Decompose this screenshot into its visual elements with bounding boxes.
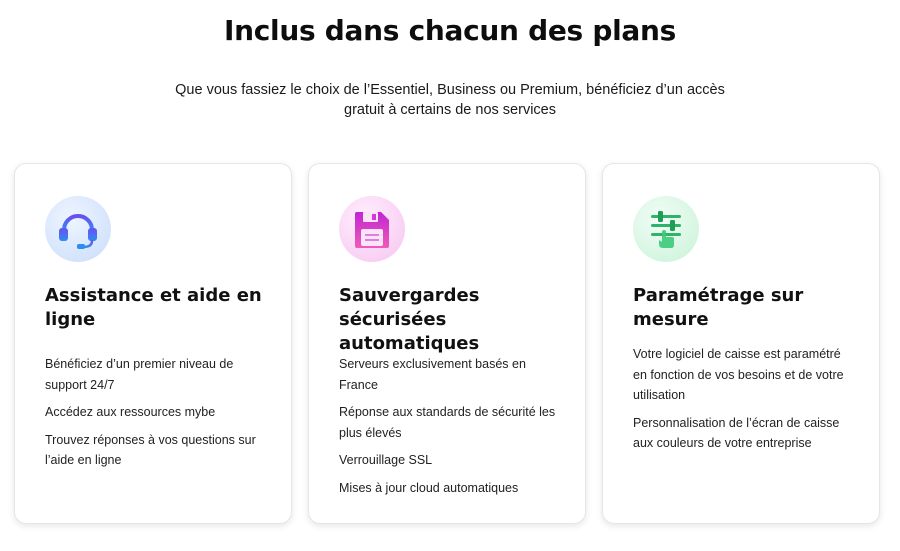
list-item: Bénéficiez d’un premier niveau de support 24/7	[45, 357, 234, 392]
list-item: Personnalisation de l’écran de caisse aux couleurs de votre entreprise	[633, 415, 840, 450]
feature-card-title: Sauvergardes sécurisées automatiques	[339, 285, 480, 354]
list-item: Accédez aux ressources mybe	[45, 405, 216, 419]
feature-card-settings	[602, 163, 880, 524]
list-item: Votre logiciel de caisse est paramétré en fonction de vos besoins et de votre utilisation	[633, 347, 844, 402]
list-item: Mises à jour cloud automatiques	[339, 480, 519, 495]
feature-list	[633, 344, 858, 461]
feature-card-assistance	[14, 163, 292, 524]
list-item: Trouvez réponses à vos questions sur l’aide en ligne	[45, 432, 256, 467]
page-title: Inclus dans chacun des plans	[223, 14, 676, 47]
list-item: Réponse aux standards de sécurité les plus élevés	[339, 405, 556, 440]
list-item: Verrouillage SSL	[339, 453, 433, 467]
list-item: Serveurs exclusivement basés en France	[339, 357, 526, 392]
settings-sliders-icon	[633, 196, 699, 262]
feature-card-backups	[308, 163, 586, 524]
feature-list	[339, 354, 564, 505]
feature-card-title: Assistance et aide en ligne	[45, 285, 262, 330]
feature-card-title: Paramétrage sur mesure	[633, 285, 804, 330]
feature-list	[45, 354, 270, 478]
headset-icon	[45, 196, 111, 262]
floppy-disk-icon	[339, 196, 405, 262]
page-subtitle: Que vous fassiez le choix de l’Essentiel, Business ou Premium, bénéficiez d’un accès gratuit à certains de nos services	[175, 82, 725, 118]
